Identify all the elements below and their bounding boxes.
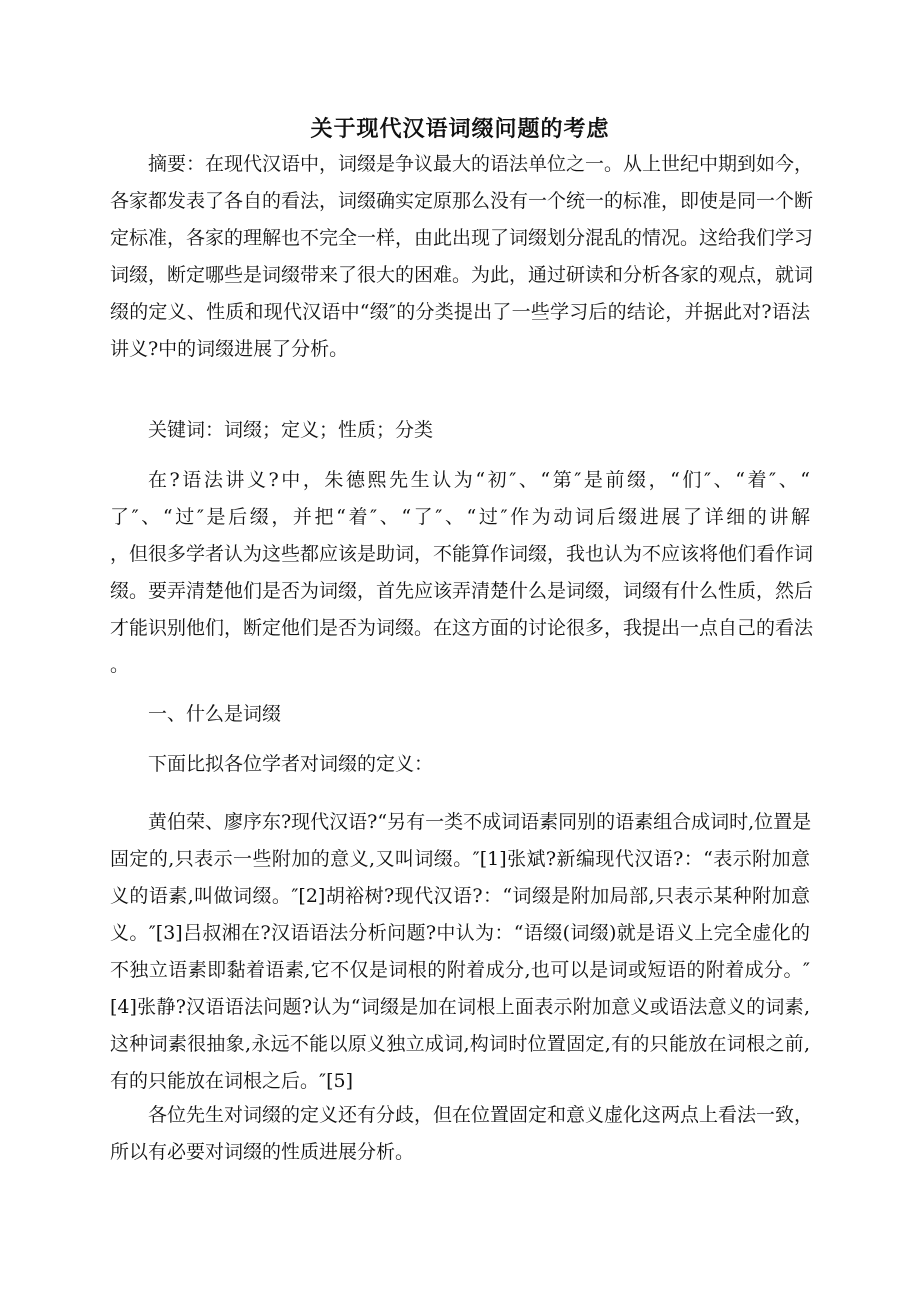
text-line: 有的只能放在词根之后。″[5]	[110, 1070, 354, 1092]
intro-paragraph	[110, 462, 814, 684]
text-line: 所以有必要对词缀的性质进展分析。	[110, 1141, 415, 1163]
definitions-paragraph	[110, 804, 810, 1100]
text-line: 这种词素很抽象,永远不能以原义独立成词,构词时位置固定,有的只能放在词根之前,	[110, 1033, 810, 1055]
keywords-paragraph	[110, 412, 810, 449]
text-line: 义。″[3]吕叔湘在?汉语语法分析问题?中认为：“语缀(词缀)就是语义上完全虚化的	[110, 922, 810, 944]
abstract-paragraph	[110, 146, 814, 368]
text-line: 不独立语素即黏着语素,它不仅是词根的附着成分,也可以是词或短语的附着成分。″	[110, 959, 810, 981]
text-line: ，但很多学者认为这些都应该是助词，不能算作词缀，我也认为不应该将他们看作词	[110, 543, 814, 565]
document-title: 关于现代汉语词缀问题的考虑	[310, 116, 610, 142]
text-line: 黄伯荣、廖序东?现代汉语?“另有一类不成词语素同别的语素组合成词时,位置是	[148, 811, 812, 833]
text-line: 一、什么是词缀	[148, 703, 282, 725]
text-line: [4]张静?汉语语法问题?认为“词缀是加在词根上面表示附加意义或语法意义的词素,	[110, 996, 810, 1018]
text-line: 缀。要弄清楚他们是否为词缀，首先应该弄清楚什么是词缀，词缀有什么性质，然后	[110, 580, 814, 602]
text-line: 讲义?中的词缀进展了分析。	[110, 338, 349, 360]
definitions-intro	[110, 746, 810, 783]
conclusion-paragraph	[110, 1097, 814, 1171]
text-line: 各家都发表了各自的看法，词缀确实定原那么没有一个统一的标准，即使是同一个断	[110, 190, 814, 212]
text-line: 了″、“过″是后缀，并把“着″、“了″、“过″作为动词后缀进展了详细的讲解	[110, 506, 810, 528]
text-line: 关键词：词缀；定义；性质；分类	[148, 419, 434, 441]
text-line: 各位先生对词缀的定义还有分歧，但在位置固定和意义虚化这两点上看法一致，	[148, 1104, 814, 1126]
text-line: 词缀，断定哪些是词缀带来了很大的困难。为此，通过研读和分析各家的观点，就词	[110, 264, 814, 286]
text-line: 下面比拟各位学者对词缀的定义：	[148, 753, 434, 775]
text-line: 。	[110, 654, 130, 676]
text-line: 摘要：在现代汉语中，词缀是争议最大的语法单位之一。从上世纪中期到如今，	[148, 153, 814, 175]
text-line: 才能识别他们，断定他们是否为词缀。在这方面的讨论很多，我提出一点自己的看法	[110, 617, 814, 639]
text-line: 在?语法讲义?中，朱德熙先生认为“初″、“第″是前缀，“们″、“着″、“	[148, 469, 810, 491]
text-line: 义的语素,叫做词缀。″[2]胡裕树?现代汉语?：“词缀是附加局部,只表示某种附加意	[110, 885, 810, 907]
text-line: 缀的定义、性质和现代汉语中“缀″的分类提出了一些学习后的结论，并据此对?语法	[110, 301, 810, 323]
text-line: 定标准，各家的理解也不完全一样，由此出现了词缀划分混乱的情况。这给我们学习	[110, 227, 814, 249]
text-line: 固定的,只表示一些附加的意义,又叫词缀。″[1]张斌?新编现代汉语?：“表示附加意	[110, 848, 810, 870]
section-heading	[110, 696, 810, 733]
